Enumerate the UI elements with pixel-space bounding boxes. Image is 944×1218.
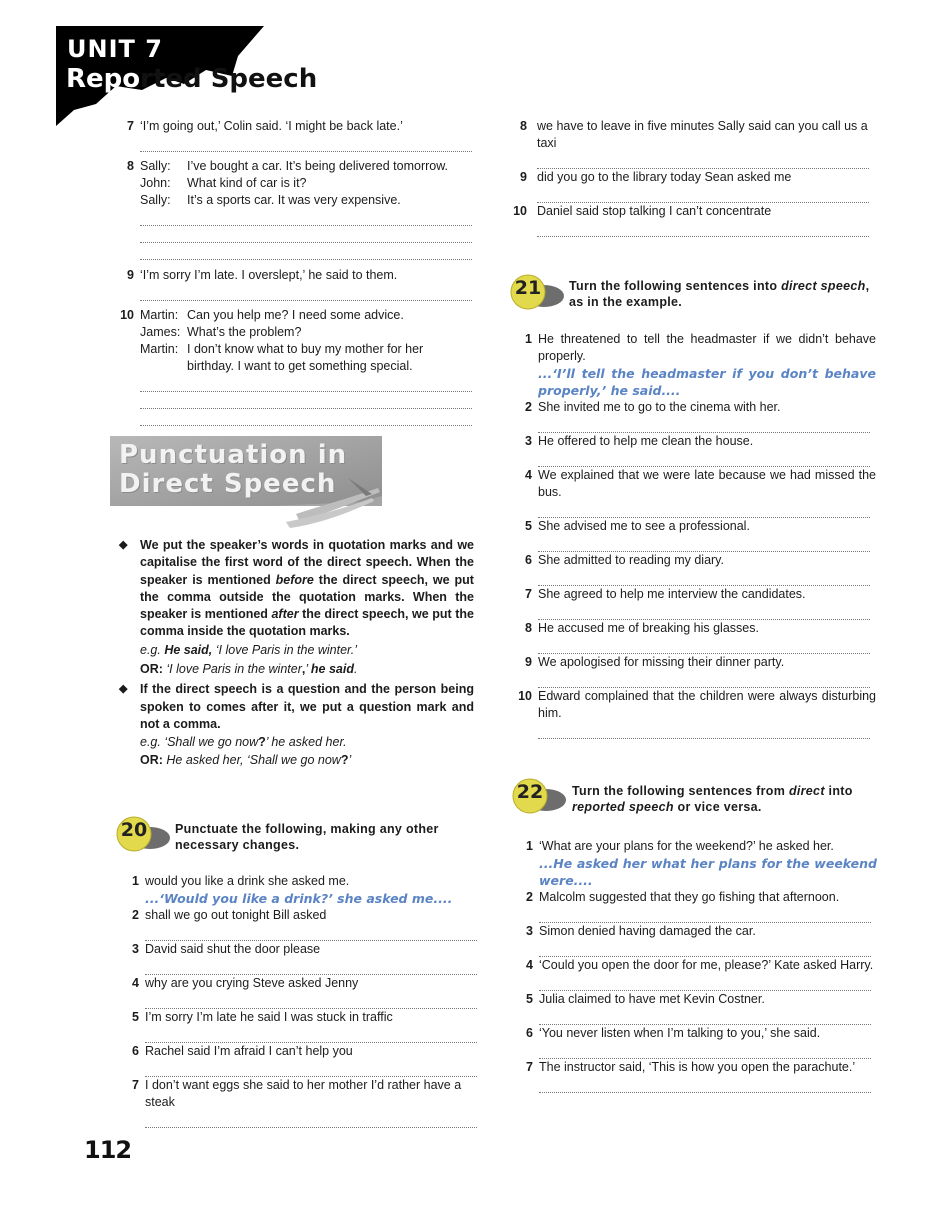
list-item: 10 Daniel said stop talking I can’t concentrate <box>509 203 875 237</box>
example-answer: ...He asked her what her plans for the weekend were.... <box>539 856 877 888</box>
answer-line[interactable] <box>537 152 869 169</box>
list-item: 8 Sally: I’ve bought a car. It’s being delivered tomorrow. John: What kind of car is it? Sally: It’s a sports car. It was very expensive. <box>116 158 482 260</box>
list-item: 9 We apologised for missing their dinner party. <box>514 654 876 688</box>
list-item: 4 ‘Could you open the door for me, please?’ Kate asked Harry. <box>515 957 877 991</box>
answer-line[interactable] <box>140 209 472 226</box>
list-item: 6 She admitted to reading my diary. <box>514 552 876 586</box>
answer-line[interactable] <box>539 1008 871 1025</box>
list-item: 2 Malcolm suggested that they go fishing that afternoon. <box>515 889 877 923</box>
exercise-20-instruction: Punctuate the following, making any other necessary changes. <box>175 822 439 852</box>
right-top-items <box>509 118 875 237</box>
answer-line[interactable] <box>539 974 871 991</box>
punctuation-heading: Punctuation in Direct Speech <box>119 440 348 499</box>
answer-line[interactable] <box>538 569 870 586</box>
list-item: 6 ‘You never listen when I’m talking to you,’ she said. <box>515 1025 877 1059</box>
list-item: 8 He accused me of breaking his glasses. <box>514 620 876 654</box>
answer-line[interactable] <box>538 637 870 654</box>
list-item: 1 would you like a drink she asked me. ...‘Would you like a drink?’ she asked me.... <box>121 873 485 907</box>
exercise-badge-20: 20 <box>114 814 166 854</box>
answer-line[interactable] <box>537 220 869 237</box>
example-answer: ...‘Would you like a drink?’ she asked me.... <box>145 891 453 906</box>
answer-line[interactable] <box>140 243 472 260</box>
exercise-22-items <box>515 838 877 1093</box>
list-item: 4 We explained that we were late because we had missed the bus. <box>514 467 876 518</box>
answer-line[interactable] <box>140 375 472 392</box>
answer-line[interactable] <box>145 1026 477 1043</box>
rule-1: ◆ We put the speaker’s words in quotation marks and we capitalise the first word of the direct speech. When the speaker is mentioned before the direct speech, we put the comma outside the quotation marks. When the speaker is mentioned after the direct speech, we put the comma inside the quotation marks. <box>119 538 474 639</box>
answer-line[interactable] <box>140 135 472 152</box>
list-item: 3 Simon denied having damaged the car. <box>515 923 877 957</box>
list-item: 2 shall we go out tonight Bill asked <box>121 907 485 941</box>
list-item: 7 She agreed to help me interview the candidates. <box>514 586 876 620</box>
answer-line[interactable] <box>145 958 477 975</box>
list-item: 1 He threatened to tell the headmaster if we didn’t behave properly. ...‘I’ll tell the headmaster if you don’t behave properly,’ he said.... <box>525 332 876 398</box>
answer-line[interactable] <box>145 924 477 941</box>
list-item: 7 ‘I’m going out,’ Colin said. ‘I might be back late.’ <box>116 118 482 152</box>
list-item: 9 ‘I’m sorry I’m late. I overslept,’ he said to them. <box>116 267 482 301</box>
answer-line[interactable] <box>538 450 870 467</box>
unit-title: Reported Speech <box>66 64 318 94</box>
answer-line[interactable] <box>538 722 870 739</box>
answer-line[interactable] <box>140 284 472 301</box>
list-item: 8 we have to leave in five minutes Sally said can you call us a taxi <box>509 118 875 169</box>
list-item: 5 Julia claimed to have met Kevin Costner. <box>515 991 877 1025</box>
list-item: 4 why are you crying Steve asked Jenny <box>121 975 485 1009</box>
diamond-bullet-icon: ◆ <box>119 683 128 696</box>
exercise-badge-22: 22 <box>510 776 562 816</box>
answer-line[interactable] <box>145 1111 477 1128</box>
answer-line[interactable] <box>538 416 870 433</box>
answer-line[interactable] <box>538 603 870 620</box>
answer-line[interactable] <box>537 186 869 203</box>
list-item: 5 I’m sorry I’m late he said I was stuck in traffic <box>121 1009 485 1043</box>
answer-line[interactable] <box>140 392 472 409</box>
answer-line[interactable] <box>145 992 477 1009</box>
list-item: 3 David said shut the door please <box>121 941 485 975</box>
rule-2-example-2: OR: He asked her, ‘Shall we go now?’ <box>140 752 352 767</box>
answer-line[interactable] <box>140 226 472 243</box>
answer-line[interactable] <box>539 906 871 923</box>
answer-line[interactable] <box>539 1042 871 1059</box>
diamond-bullet-icon: ◆ <box>119 539 128 551</box>
exercise-21-instruction: Turn the following sentences into direct speech, as in the example. <box>569 279 870 309</box>
exercise-badge-21: 21 <box>508 272 560 312</box>
page-number: 112 <box>84 1136 132 1164</box>
example-answer: ...‘I’ll tell the headmaster if you don’t behave properly,’ he said.... <box>538 366 876 398</box>
rule-2: ◆ If the direct speech is a question and the person being spoken to comes after it, we put a question mark and not a comma. <box>119 682 474 731</box>
list-item: 3 He offered to help me clean the house. <box>514 433 876 467</box>
rule-1-example-1: e.g. He said, ‘I love Paris in the winter.’ <box>140 642 357 657</box>
list-item: 2 She invited me to go to the cinema with her. <box>514 399 876 433</box>
list-item: 9 did you go to the library today Sean asked me <box>509 169 875 203</box>
exercise-22-instruction: Turn the following sentences from direct into reported speech or vice versa. <box>572 784 853 814</box>
list-item: 7 I don’t want eggs she said to her mother I’d rather have a steak <box>121 1077 485 1128</box>
answer-line[interactable] <box>140 409 472 426</box>
list-item: 6 Rachel said I’m afraid I can’t help you <box>121 1043 485 1077</box>
answer-line[interactable] <box>538 501 870 518</box>
list-item: 5 She advised me to see a professional. <box>514 518 876 552</box>
exercise-20-items <box>121 873 485 1128</box>
answer-line[interactable] <box>539 940 871 957</box>
unit-label: UNIT 7 <box>67 35 163 63</box>
rule-1-example-2: OR: ‘I love Paris in the winter,’ he said. <box>140 662 358 677</box>
answer-line[interactable] <box>538 535 870 552</box>
list-item: 10 Edward complained that the children were always disturbing him. <box>514 688 876 739</box>
answer-line[interactable] <box>145 1060 477 1077</box>
answer-line[interactable] <box>538 671 870 688</box>
rule-2-example-1: e.g. ‘Shall we go now?’ he asked her. <box>140 735 347 750</box>
list-item: 7 The instructor said, ‘This is how you open the parachute.’ <box>515 1059 877 1093</box>
exercise-21-items <box>514 331 876 739</box>
punctuation-rules <box>118 537 474 769</box>
list-item: 10 Martin: Can you help me? I need some advice. James: What’s the problem? Martin: I don’t know what to buy my mother for her birthday. I want to get something special. <box>116 307 482 426</box>
list-item: 1 ‘What are your plans for the weekend?’ he asked her. ...He asked her what her plans for the weekend were.... <box>526 839 877 888</box>
answer-line[interactable] <box>539 1076 871 1093</box>
left-top-items <box>116 118 482 426</box>
